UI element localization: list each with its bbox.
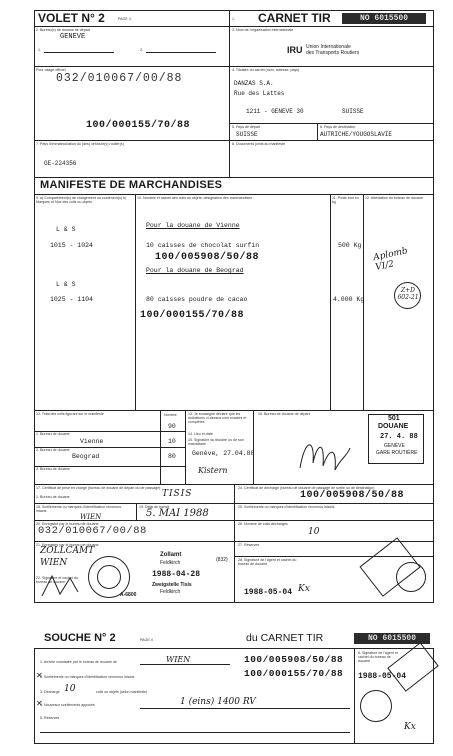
volet-page-label: PAGE 4 bbox=[118, 17, 131, 21]
line-1-label: 1. bbox=[38, 48, 41, 52]
souche-initials: Kx bbox=[404, 722, 416, 732]
certificat-20-label: 20. Enregistré par le bureau de douane bbox=[36, 522, 99, 526]
certificat-26-label: 26. Nombre de colis déchargés bbox=[238, 522, 288, 526]
official-number: 032/010067/00/88 bbox=[56, 72, 183, 85]
stamp-zip: A-6800 bbox=[120, 592, 137, 598]
pays-depart: SUISSE bbox=[236, 131, 258, 138]
titulaire-label: 4. Titulaire du carnet (nom, adresse, pays) bbox=[232, 68, 300, 72]
carnet-number: NO 6015500 bbox=[342, 13, 426, 24]
lieu-label: 14. Lieu et date bbox=[188, 432, 213, 436]
seal-text: Z+D 602-21 bbox=[397, 287, 419, 301]
titulaire-city: 1211 - GENEVE 30 bbox=[246, 108, 304, 115]
aplomb-note: Aplomb VI/2 bbox=[372, 246, 409, 273]
stamp-feldkirch: Feldkirch bbox=[160, 560, 181, 566]
iru-text-1: Union Internationale bbox=[306, 44, 351, 50]
douane-stamp-date: 27. 4. 88 bbox=[380, 433, 418, 441]
souche-carnet-number: NO 6015500 bbox=[354, 633, 430, 644]
iru-logo: IRU bbox=[287, 45, 303, 55]
souche-page-label: PAGE 4 bbox=[140, 638, 153, 642]
certificat-place: TISIS bbox=[162, 489, 193, 499]
stamp-zweigstelle: Zweigstelle Tisis bbox=[152, 582, 192, 588]
wien-seal-right bbox=[396, 562, 426, 592]
certificat-19-label: 19. Délai de transit bbox=[139, 505, 169, 509]
souche-seal bbox=[360, 690, 392, 722]
org-label: 3. Nom de l'organisation internationale bbox=[232, 28, 294, 32]
beograd-heading: Pour la douane de Beograd bbox=[146, 267, 244, 274]
douane-stamp-title: DOUANE bbox=[378, 423, 409, 430]
certificat-22-label: 22. Signature et cachet du bureau de douane bbox=[36, 576, 78, 584]
certificat-date: 5. MAI 1988 bbox=[146, 508, 209, 519]
lieu-value: Genève, 27.04.88 bbox=[192, 450, 255, 457]
range-1: 1015 - 1024 bbox=[50, 242, 93, 249]
marks-2: L & S bbox=[56, 281, 76, 288]
souche-row4-value: 1 (eins) 1400 RV bbox=[180, 697, 256, 707]
manifest-col3-label: 11. Poids brut en kg bbox=[332, 196, 359, 204]
souche-row3-value: 10 bbox=[64, 684, 76, 694]
zollamt-seal-inner bbox=[97, 565, 121, 589]
bureau-2: Beograd bbox=[72, 453, 100, 460]
certificat-wien-2: WIEN bbox=[40, 558, 68, 568]
souche-x-mark-2: ✕ bbox=[36, 699, 43, 708]
vienne-heading: Pour la douane de Vienne bbox=[146, 222, 240, 229]
official-use-label: Pour usage officiel bbox=[36, 68, 66, 72]
volet-title: VOLET N° 2 bbox=[38, 11, 105, 25]
souche-row3-label: 3. Déchargé bbox=[40, 690, 60, 694]
certificat-zoll: ZOLLCAMT bbox=[40, 546, 95, 556]
souche-signature-label: 6. Signature de l'agent et cachet du bureau de douane bbox=[358, 651, 398, 663]
stamp-zollamt: Zollamt bbox=[160, 552, 182, 558]
pays-depart-label: 5. Pays de départ bbox=[232, 125, 261, 129]
bureau-1-label: 1. Bureau de douane bbox=[36, 432, 70, 436]
certificat-27-label: 27. Réserves bbox=[238, 543, 260, 547]
manifest-col4-label: 12. Attestation du bureau de douane bbox=[365, 196, 423, 200]
bureau-1: Vienne bbox=[80, 438, 104, 445]
titulaire-name: DANZAS S.A. bbox=[234, 80, 274, 87]
stamp-place: Feldkirch bbox=[160, 589, 181, 595]
range-2: 1025 - 1104 bbox=[50, 296, 93, 303]
pays-destination-label: 6. Pays de destination bbox=[320, 125, 356, 129]
titulaire-big-number: 100/000155/70/88 bbox=[86, 120, 191, 131]
bureau-depart-label: 2. Bureau(x) de douane de départ bbox=[36, 28, 90, 32]
certificat-right-date: 1988-05-04 bbox=[244, 588, 293, 597]
douane-stamp-code: 501 bbox=[388, 415, 400, 422]
bureau-depart-value: GENEVE bbox=[60, 33, 86, 41]
souche-du-carnet: du CARNET TIR bbox=[246, 632, 324, 644]
douane-stamp-place-1: GENÈVE bbox=[384, 443, 405, 449]
souche-row1-label: 1. Arrivée constatée par le bureau de douane de bbox=[40, 660, 117, 664]
souche-x-mark-1: ✕ bbox=[36, 671, 43, 680]
souche-row3-suffix: colis ou objets (selon manifeste) bbox=[96, 690, 148, 694]
certificat-25-label: 25. Scellements ou marques d'identification reconnus intacts bbox=[238, 505, 335, 509]
manifest-col2-label: 10. Nombre et nature des colis ou objets; désignation des marchandises bbox=[137, 196, 253, 200]
weight-2: 4.000 Kg bbox=[333, 296, 365, 303]
certificat-right-initials: Kx bbox=[298, 584, 310, 594]
certificat-28-label: 28. Signature de l'agent et cachet du bureau de douane bbox=[238, 558, 297, 566]
souche-row4-label: 4. Nouveaux scellements apposés bbox=[40, 703, 95, 707]
line-2-label: 2. bbox=[140, 48, 143, 52]
carnet-title: CARNET TIR bbox=[258, 11, 331, 25]
ref-1: 100/005908/50/88 bbox=[155, 252, 260, 263]
souche-row1-value: WIEN bbox=[166, 655, 191, 664]
immat-label: 7. Pays d'immatriculation du (des) véhicule(s) routier(s) bbox=[36, 142, 124, 146]
certificat-18-label: 18. Scellements ou marques d'identification reconnus intacts bbox=[36, 505, 121, 513]
certificat-sub-label: 1. Bureau de douane bbox=[36, 495, 70, 499]
souche-ref-2: 100/000155/70/88 bbox=[244, 668, 344, 679]
certificat-21-label: 21. Enregistré par le bureau de douane bbox=[36, 543, 99, 547]
immat-value: GE-224356 bbox=[44, 160, 77, 167]
nombre-label: Nombre bbox=[164, 413, 177, 417]
titulaire-signature: Kistern bbox=[198, 466, 228, 475]
declaration-label: 13. Je soussigné déclare que les indications ci-dessus sont exactes et complètes bbox=[188, 412, 247, 424]
titulaire-country: SUISSE bbox=[342, 108, 364, 115]
iru-text-2: des Transports Routiers bbox=[306, 50, 360, 56]
totals-label: 12. Total des colis figurant sur le manifeste bbox=[36, 412, 104, 416]
souche-ref-1: 100/005908/50/88 bbox=[244, 654, 344, 665]
ref-2: 100/000155/70/88 bbox=[140, 310, 245, 321]
bureau-2-count: 80 bbox=[168, 453, 176, 460]
total-count: 90 bbox=[168, 423, 176, 430]
bureau16-label: 16. Bureau de douane de départ bbox=[258, 412, 310, 416]
souche-row2-label: 2. Scellements ou marques d'identification reconnus intacts bbox=[40, 675, 135, 679]
stamp-date: 1988-04-28 bbox=[152, 570, 201, 579]
bureau-2-label: 2. Bureau de douane bbox=[36, 448, 70, 452]
certificat-24-label: 24. Certificat de décharge (bureau de douane de passage de sortie ou de destination) bbox=[238, 486, 375, 490]
certificat-right-ref: 100/005908/50/88 bbox=[300, 490, 405, 501]
certificat-right-count: 10 bbox=[308, 527, 320, 537]
certificat-wien: WIEN bbox=[80, 513, 102, 521]
titulaire-street: Rue des Lattes bbox=[234, 90, 285, 97]
certificat-code: (832) bbox=[216, 557, 228, 563]
marks-1: L & S bbox=[56, 226, 76, 233]
item-2: 80 caisses poudre de cacao bbox=[146, 296, 248, 303]
souche-row5-label: 5. Réserves bbox=[40, 716, 60, 720]
weight-1: 500 Kg bbox=[338, 242, 362, 249]
certificat-signature-scribble bbox=[40, 572, 80, 600]
customs-signature-scribble bbox=[295, 428, 355, 478]
douane-stamp-place-2: GARE ROUTIÈRE bbox=[376, 450, 418, 456]
manifest-title: MANIFESTE DE MARCHANDISES bbox=[40, 179, 223, 191]
bureau-1-count: 10 bbox=[168, 438, 176, 445]
documents-label: 8. Documents joints au manifeste bbox=[232, 142, 286, 146]
souche-title: SOUCHE N° 2 bbox=[44, 632, 116, 644]
bureau-3-label: 3. Bureau de douane bbox=[36, 467, 70, 471]
signature-label: 15. Signature du titulaire ou de son mandataire bbox=[188, 438, 244, 446]
pays-destination: AUTRICHE/YOUGOSLAVIE bbox=[320, 131, 393, 138]
certificat-reg-number: 032/010067/00/88 bbox=[38, 525, 147, 537]
item-1: 10 caisses de chocolat surfin bbox=[146, 242, 260, 249]
box1-label: 1. bbox=[232, 17, 235, 21]
certificat-17-label: 17. Certificat de prise en charge (bureau de douane de départ ou de passage) bbox=[36, 486, 161, 490]
manifest-col1-label: 9. a) Compartiment(s) de chargement ou conteneur(s) b) Marques et Nos des colis ou objets bbox=[36, 196, 127, 204]
souche-date: 1988-05-04 bbox=[358, 672, 407, 681]
